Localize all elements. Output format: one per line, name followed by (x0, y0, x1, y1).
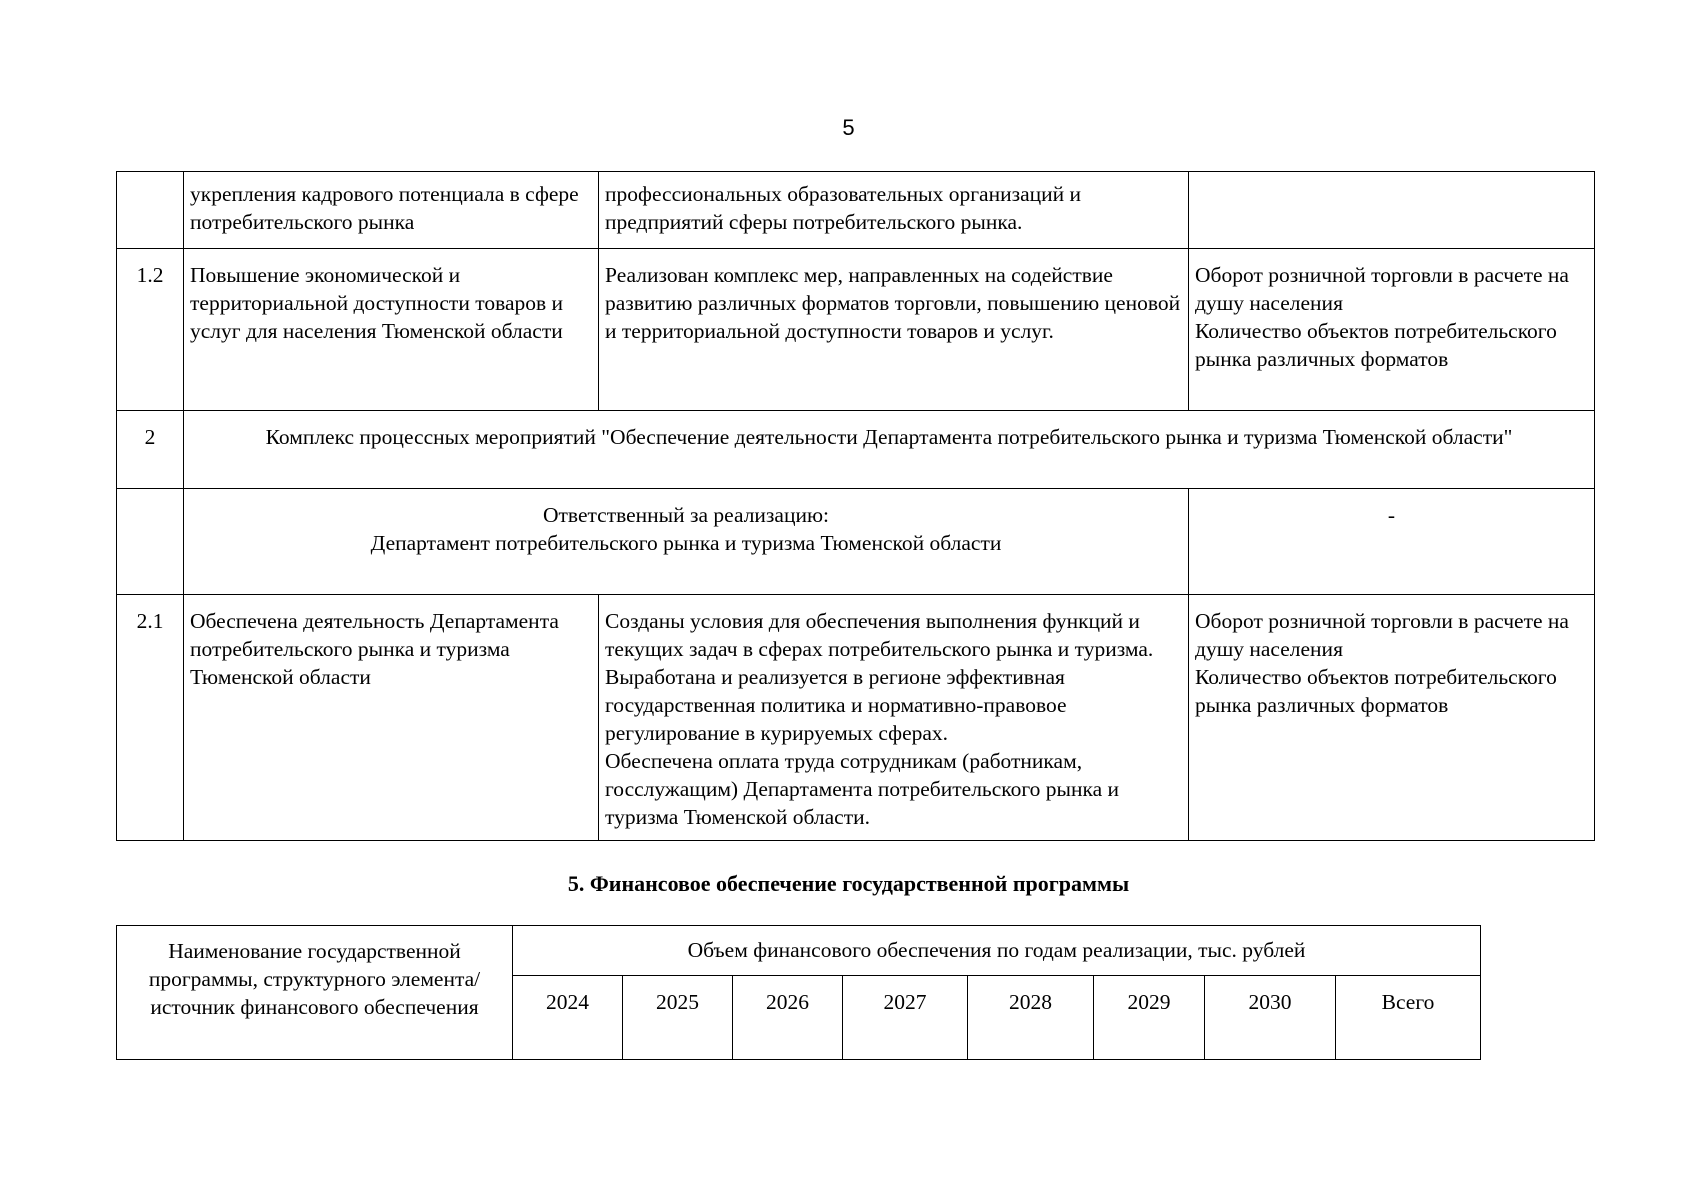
table-row-responsible (117, 489, 1595, 595)
cell-number (117, 172, 184, 249)
page-number: 5 (842, 115, 855, 140)
cell-effect (599, 595, 1189, 841)
year-header: 2025 (623, 976, 733, 1060)
year-header: 2028 (968, 976, 1094, 1060)
cell-number: 2.1 (117, 595, 184, 841)
table-row-2 (117, 411, 1595, 489)
finance-header-row (117, 926, 1481, 976)
effect-paragraph: Обеспечена оплата труда сотрудникам (работникам, госслужащим) Департамента потребительского рынка и туризма Тюменской области. (605, 749, 1120, 829)
volume-header: Объем финансового обеспечения по годам реализации, тыс. рублей (513, 926, 1481, 976)
table-row-1-2 (117, 249, 1595, 411)
cell-indicator (1189, 172, 1595, 249)
cell-indicator (1189, 595, 1595, 841)
cell-effect: профессиональных образовательных организаций и предприятий сферы потребительского рынка. (599, 172, 1189, 249)
responsible-label: Ответственный за реализацию: (543, 503, 830, 527)
name-column-header: Наименование государственной программы, структурного элемента/источник финансового обеспечения (117, 926, 513, 1060)
year-header: 2024 (513, 976, 623, 1060)
total-header: Всего (1336, 976, 1481, 1060)
indicator-line: Оборот розничной торговли в расчете на душу населения (1195, 609, 1569, 661)
cell-number: 2 (117, 411, 184, 489)
cell-responsible (184, 489, 1189, 595)
process-complex-title: Комплекс процессных мероприятий "Обеспечение деятельности Департамента потребительского рынка и туризма Тюменской области" (184, 411, 1595, 489)
cell-number: 1.2 (117, 249, 184, 411)
table-row-2-1 (117, 595, 1595, 841)
year-header: 2029 (1094, 976, 1205, 1060)
cell-number (117, 489, 184, 595)
year-header: 2030 (1205, 976, 1336, 1060)
cell-task: Обеспечена деятельность Департамента потребительского рынка и туризма Тюменской области (184, 595, 599, 841)
program-structure-table (116, 171, 1595, 841)
cell-period: - (1189, 489, 1595, 595)
year-header: 2027 (843, 976, 968, 1060)
finance-table (116, 925, 1481, 1060)
indicator-line: Количество объектов потребительского рынка различных форматов (1195, 319, 1557, 371)
cell-task: укрепления кадрового потенциала в сфере потребительского рынка (184, 172, 599, 249)
year-header: 2026 (733, 976, 843, 1060)
cell-task: Повышение экономической и территориальной доступности товаров и услуг для населения Тюменской области (184, 249, 599, 411)
table-row-continuation (117, 172, 1595, 249)
responsible-value: Департамент потребительского рынка и туризма Тюменской области (370, 531, 1002, 555)
indicator-line: Оборот розничной торговли в расчете на душу населения (1195, 263, 1569, 315)
cell-effect: Реализован комплекс мер, направленных на содействие развитию различных форматов торговли, повышению ценовой и территориальной доступности товаров и услуг. (599, 249, 1189, 411)
effect-paragraph: Созданы условия для обеспечения выполнения функций и текущих задач в сферах потребительского рынка и туризма. Выработана и реализуется в регионе эффективная государственная политика и нормативно-правовое регулирование в курируемых сферах. (605, 609, 1154, 745)
cell-indicator (1189, 249, 1595, 411)
indicator-line: Количество объектов потребительского рынка различных форматов (1195, 665, 1557, 717)
section-heading: 5. Финансовое обеспечение государственной программы (567, 871, 1130, 896)
